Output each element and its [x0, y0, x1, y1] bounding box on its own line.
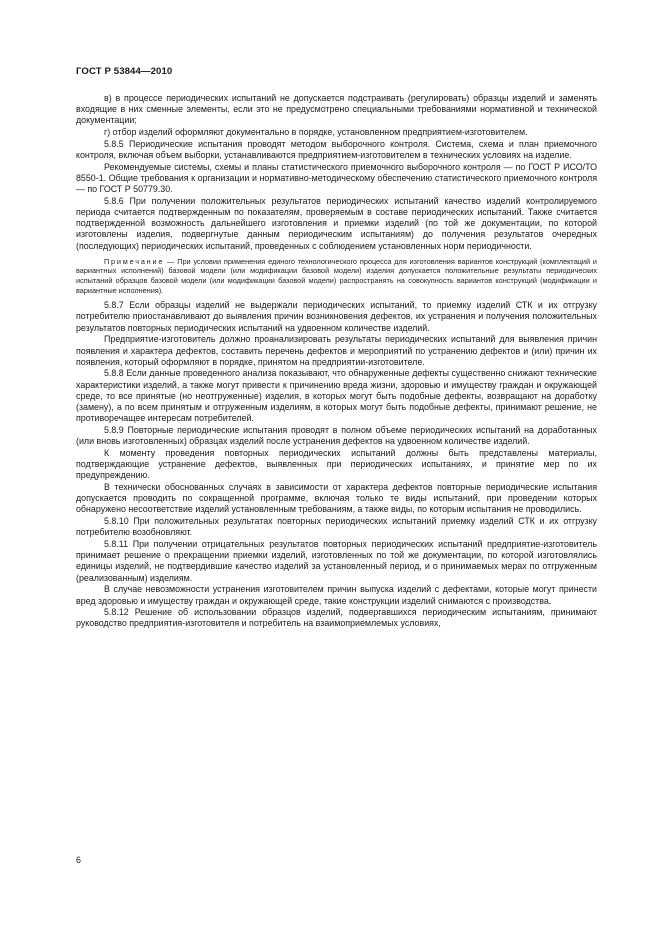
paragraph-item-g: г) отбор изделий оформляют документально в порядке, установленном предприятием-изготовителем. [104, 127, 528, 138]
paragraph-reduced-program: В технически обоснованных случаях в зависимости от характера дефектов повторные периодические испытания допускается проводить по сокращенной программе, включая только те виды испытаний, при проведении которых обнаружено несоответствие изделий установленным требованиям, а также виды, по которым испытания не проводились. [76, 481, 597, 515]
paragraph-5-8-7: 5.8.7 Если образцы изделий не выдержали периодических испытаний, то приемку изделий СТК и их отгрузку потребителю приостанавливают до выявления причин возникновения дефектов, их устранения и получения положительных результатов повторных периодических испытаний на удвоенном количестве изделий. [76, 300, 597, 333]
paragraph-item-v: в) в процессе периодических испытаний не допускается подстраивать (регулировать) образцы изделий и заменять входящие в них сменные элементы, если это не предусмотрено специальными требованиями нормативной и технической документации; [76, 93, 597, 126]
paragraph-5-8-10: 5.8.10 При положительных результатах повторных периодических испытаний приемку изделий СТК и их отгрузку потребителю возобновляют. [76, 516, 597, 538]
note-label: Примечание [104, 256, 165, 266]
note-text: — При условии применения единого технологического процесса для изготовления вариантов конструкций (комплектаций и вариантных исполнений) базовой модели (или модификации базовой модели) изделия допускается положительные результаты периодических испытаний образцов базовой модели (или модификации базовой модели) распространять на совокупность вариантов конструкций (модификации и вариантные исполнения). [76, 256, 597, 295]
paragraph-production-removal: В случае невозможности устранения изготовителем причин выпуска изделий с дефектами, которые могут принести вред здоровью и имуществу граждан и окружающей среде, такие конструкции изделий снимаются с производства. [76, 584, 597, 606]
paragraph-5-8-5: 5.8.5 Периодические испытания проводят методом выборочного контроля. Система, схема и план приемочного контроля, включая объем выборки, устанавливаются предприятием-изготовителем в технических условиях на изделие. [76, 138, 597, 161]
note-paragraph [76, 257, 597, 295]
document-body [76, 93, 597, 630]
paragraph-5-8-12: 5.8.12 Решение об использовании образцов изделий, подвергавшихся периодическим испытаниям, принимают руководство предприятия-изготовителя и потребитель на взаимоприемлемых условиях, [76, 607, 597, 629]
paragraph-5-8-6: 5.8.6 При получении положительных результатов периодических испытаний качество изделий контролируемого периода считается подтвержденным по показателям, проверяемым в составе периодических испытаний. Также считается подтвержденной возможность дальнейшего изготовления и приемки изделий (по той же документации, по которой изготовлены изделия, подвергнутые данным периодическим испытаниям) до получения результатов очередных (последующих) периодических испытаний, проведенных с соблюдением установленных норм периодичности. [76, 195, 597, 251]
paragraph-materials-submission: К моменту проведения повторных периодических испытаний должны быть представлены материалы, подтверждающие устранение дефектов, выявленных при периодических испытаниях, и принятие мер по их предупреждению. [76, 447, 597, 481]
paragraph-recommended-systems: Рекомендуемые системы, схемы и планы статистического приемочного выборочного контроля — по ГОСТ Р ИСО/ТО 8550-1. Общие требования к организации и нормативно-методическому обеспечению статистического приемочного контроля — по ГОСТ Р 50779.30. [76, 161, 597, 195]
paragraph-5-8-8: 5.8.8 Если данные проведенного анализа показывают, что обнаруженные дефекты существенно снижают технические характеристики изделий, а также могут привести к причинению вреда жизни, здоровью и имуществу граждан и окружающей среде, то все принятые (но неотгруженные) изделия, в которых могут быть подобные дефекты, возвращают на доработку (замену), а по всем принятым и отгруженным изделиям, в которых могут быть подобные дефекты, принимают решение, не противоречащее интересам потребителей. [76, 368, 597, 424]
paragraph-5-8-11: 5.8.11 При получении отрицательных результатов повторных периодических испытаний предприятие-изготовитель принимает решение о прекращении приемки изделий, изготовленных по той же документации, по которой изготовлялись единицы изделий, не подтвердившие качество изделий за установленный период, и о принимаемых мерах по отгруженным (реализованным) изделиям. [76, 538, 597, 583]
paragraph-manufacturer-analysis: Предприятие-изготовитель должно проанализировать результаты периодических испытаний для выявления причин появления и характера дефектов, составить перечень дефектов и мероприятий по устранению дефектов и (или) причин их появления, который оформляют в порядке, принятом на предприятии-изготовителе. [76, 334, 597, 367]
document-header-standard-number: ГОСТ Р 53844—2010 [76, 66, 173, 77]
page-number: 6 [76, 855, 81, 865]
paragraph-5-8-9: 5.8.9 Повторные периодические испытания проводят в полном объеме периодических испытаний на доработанных (или вновь изготовленных) образцах изделий после устранения дефектов на удвоенном количестве изделий. [76, 424, 597, 447]
